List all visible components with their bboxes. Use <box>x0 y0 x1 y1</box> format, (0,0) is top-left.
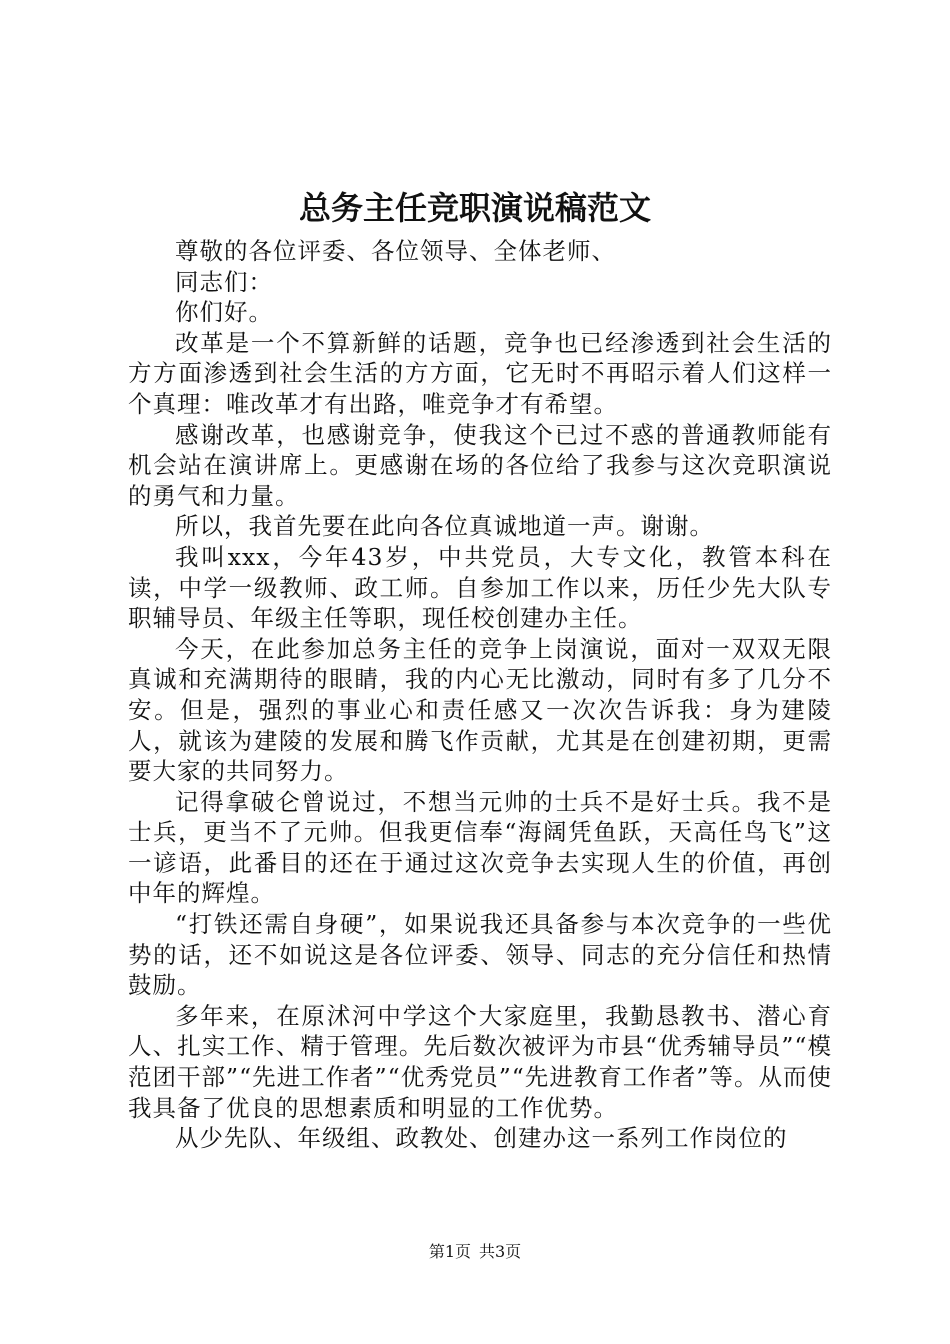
body-paragraph: 改革是一个不算新鲜的话题，竞争也已经渗透到社会生活的方方面渗透到社会生活的方方面，它无时不再昭示着人们这样一个真理：唯改革才有出路，唯竞争才有希望。 <box>128 328 832 418</box>
page-footer <box>0 1240 950 1264</box>
body-paragraph: 记得拿破仑曾说过，不想当元帅的士兵不是好士兵。我不是士兵，更当不了元帅。但我更信奉“海阔凭鱼跃，天高任鸟飞”这一谚语，此番目的还在于通过这次竞争去实现人生的价值，再创中年的辉煌。 <box>128 787 832 908</box>
page-number: 第1页 <box>428 1242 471 1261</box>
body-paragraph: “打铁还需自身硬”，如果说我还具备参与本次竞争的一些优势的话，还不如说这是各位评委、领导、同志的充分信任和热情鼓励。 <box>128 910 832 1000</box>
salutation-line: 同志们： <box>175 267 273 296</box>
salutation-line: 尊敬的各位评委、各位领导、全体老师、 <box>175 237 616 265</box>
body-paragraph: 多年来，在原沭河中学这个大家庭里，我勤恳教书、潜心育人、扎实工作、精于管理。先后数次被评为市县“优秀辅导员”“模范团干部”“先进工作者”“优秀党员”“先进教育工作者”等。从而使我具备了优良的思想素质和明显的工作优势。 <box>128 1001 832 1122</box>
document-title: 总务主任竞职演说稿范文 <box>298 189 651 227</box>
body-paragraph: 所以，我首先要在此向各位真诚地道一声。谢谢。 <box>175 512 714 541</box>
body-paragraph: 感谢改革，也感谢竞争，使我这个已过不惑的普通教师能有机会站在演讲席上。更感谢在场的各位给了我参与这次竞职演说的勇气和力量。 <box>128 420 832 510</box>
greeting-line: 你们好。 <box>175 298 273 327</box>
body-paragraph: 从少先队、年级组、政教处、创建办这一系列工作岗位的 <box>175 1124 788 1153</box>
page-total: 共3页 <box>479 1242 522 1261</box>
body-paragraph: 我叫xxx，今年43岁，中共党员，大专文化，教管本科在读，中学一级教师、政工师。自参加工作以来，历任少先大队专职辅导员、年级主任等职，现任校创建办主任。 <box>128 542 832 633</box>
document-body <box>128 236 832 1154</box>
body-paragraph: 今天，在此参加总务主任的竞争上岗演说，面对一双双无限真诚和充满期待的眼睛，我的内心无比激动，同时有多了几分不安。但是，强烈的事业心和责任感又一次次告诉我：身为建陵人，就该为建陵的发展和腾飞作贡献，尤其是在创建初期，更需要大家的共同努力。 <box>128 634 832 786</box>
